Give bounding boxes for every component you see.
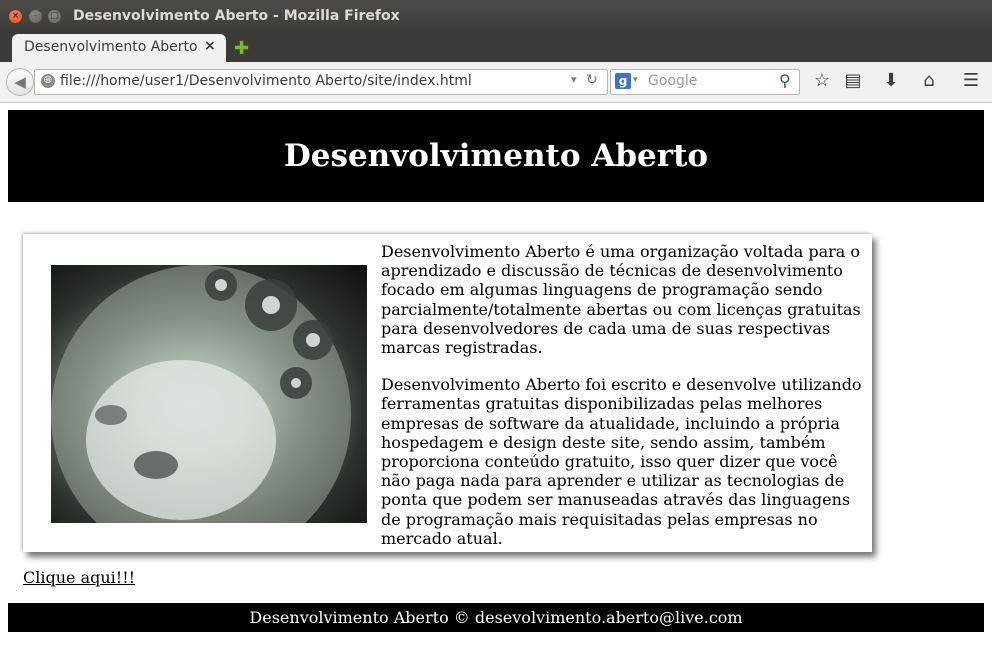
search-engine-dropdown-icon[interactable]: ▾ xyxy=(633,75,638,85)
tab-strip xyxy=(0,34,992,62)
tab-label: Desenvolvimento Aberto xyxy=(24,39,198,55)
window-close-button[interactable]: × xyxy=(9,10,22,23)
site-footer: Desenvolvimento Aberto © desevolvimento.aberto@live.com xyxy=(8,603,984,632)
back-button[interactable]: ◀ xyxy=(6,68,34,96)
new-tab-button[interactable]: ✚ xyxy=(234,38,250,59)
bookmark-star-icon[interactable]: ☆ xyxy=(813,70,831,91)
url-text[interactable]: file:///home/user1/Desenvolvimento Aberto/site/index.html xyxy=(60,73,472,89)
globe-icon: 🌐︎ xyxy=(41,74,55,88)
tab-close-icon[interactable]: × xyxy=(204,38,216,54)
tab-desenvolvimento-aberto[interactable] xyxy=(12,34,226,62)
reload-icon[interactable]: ↻ xyxy=(586,72,598,88)
page-content xyxy=(0,103,992,646)
paragraph-details: Desenvolvimento Aberto foi escrito e desenvolve utilizando ferramentas gratuitas disponibilizadas pelas melhores empresas de software da atualidade, incluindo a própria hospedagem e design deste site, sendo assim, também proporciona conteúdo gratuito, isso quer dizer que você não paga nada para aprender e utilizar as tecnologias de ponta que podem ser manuseadas através das linguagens de programação mais requisitadas pelas empresas no mercado atual. xyxy=(381,375,862,548)
window-title: Desenvolvimento Aberto - Mozilla Firefox xyxy=(73,8,400,24)
clique-aqui-link[interactable]: Clique aqui!!! xyxy=(23,568,136,587)
paragraph-intro: Desenvolvimento Aberto é uma organização voltada para o aprendizado e discussão de técnicas de desenvolvimento focado em algumas linguagens de programação sendo parcialmente/totalmente abertas ou com licenças gratuitas para desenvolvedores de cada uma de suas respectivas marcas registradas. xyxy=(381,242,861,358)
site-title: Desenvolvimento Aberto xyxy=(283,138,709,174)
search-icon[interactable]: ⚲ xyxy=(779,71,791,90)
gears-illustration xyxy=(51,265,367,523)
window-minimize-button[interactable]: – xyxy=(29,10,42,23)
url-bar[interactable] xyxy=(34,69,608,95)
window-titlebar xyxy=(0,0,992,34)
head-gears-image xyxy=(51,265,367,523)
menu-icon[interactable]: ☰ xyxy=(962,70,980,91)
search-input[interactable]: Google xyxy=(648,73,698,89)
window-maximize-button[interactable]: □ xyxy=(48,10,61,23)
google-engine-icon[interactable]: g xyxy=(615,73,631,89)
site-header xyxy=(8,110,984,202)
download-icon[interactable]: ⬇ xyxy=(883,70,899,91)
reading-list-icon[interactable]: ▤ xyxy=(844,70,862,91)
navigation-toolbar xyxy=(0,62,992,103)
search-bar[interactable] xyxy=(610,69,800,95)
home-icon[interactable]: ⌂ xyxy=(923,70,935,91)
description-text xyxy=(381,242,865,566)
url-dropdown-icon[interactable]: ▾ xyxy=(571,73,577,86)
content-card xyxy=(23,234,872,552)
